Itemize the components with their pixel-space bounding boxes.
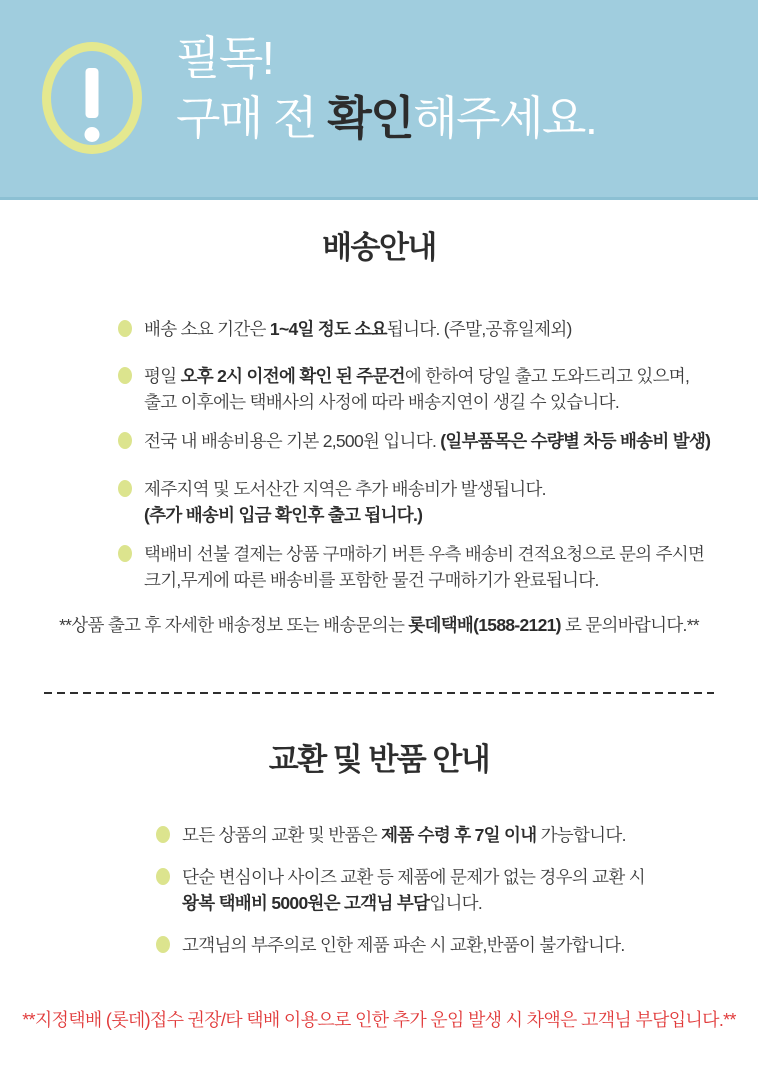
bullet-text: 모든 상품의 교환 및 반품은 제품 수령 후 7일 이내 가능합니다. [182, 825, 626, 845]
bullet-dot-icon [118, 545, 132, 562]
shipping-bullet-5 [118, 541, 704, 593]
shipping-section-title: 배송안내 [322, 230, 436, 265]
bullet-dot-icon [156, 936, 170, 953]
returns-bullet-2 [156, 864, 645, 916]
shipping-courier-note: **상품 출고 후 자세한 배송정보 또는 배송문의는 롯데택배(1588-2121) 로 문의바랍니다.** [59, 615, 699, 635]
notice-banner [0, 0, 758, 200]
bullet-dot-icon [118, 367, 132, 384]
bullet-text: 평일 오후 2시 이전에 확인 된 주문건에 한하여 당일 출고 도와드리고 있으며, 출고 이후에는 택배사의 사정에 따라 배송지연이 생길 수 있습니다. [144, 366, 690, 412]
bullet-text: 제주지역 및 도서산간 지역은 추가 배송비가 발생됩니다. (추가 배송비 입금 확인후 출고 됩니다.) [144, 479, 546, 525]
bullet-dot-icon [118, 432, 132, 449]
returns-bullet-1 [156, 822, 626, 848]
bullet-dot-icon [118, 480, 132, 497]
bullet-dot-icon [156, 868, 170, 885]
returns-section-title: 교환 및 반품 안내 [268, 742, 490, 777]
exclamation-icon [42, 42, 142, 154]
returns-bullet-3 [156, 932, 625, 958]
shipping-bullet-2 [118, 363, 689, 415]
exclamation-dot [85, 127, 100, 142]
bullet-text: 고객님의 부주의로 인한 제품 파손 시 교환,반품이 불가합니다. [182, 935, 625, 955]
bullet-text: 단순 변심이나 사이즈 교환 등 제품에 문제가 없는 경우의 교환 시 왕복 택배비 5000원은 고객님 부담입니다. [182, 867, 645, 913]
bullet-text: 택배비 선불 결제는 상품 구매하기 버튼 우측 배송비 견적요청으로 문의 주시면 크기,무게에 따른 배송비를 포함한 물건 구매하기가 완료됩니다. [144, 544, 705, 590]
banner-title: 필독! 구매 전 확인해주세요. [176, 32, 597, 144]
footer-warning: **지정택배 (롯데)접수 권장/타 택배 이용으로 인한 추가 운임 발생 시 차액은 고객님 부담입니다.** [22, 1010, 736, 1030]
section-divider [44, 692, 714, 694]
shipping-bullet-1 [118, 316, 572, 342]
shipping-bullet-4 [118, 476, 546, 528]
bullet-dot-icon [118, 320, 132, 337]
bullet-text: 배송 소요 기간은 1~4일 정도 소요됩니다. (주말,공휴일제외) [144, 319, 572, 339]
bullet-text: 전국 내 배송비용은 기본 2,500원 입니다. (일부품목은 수량별 차등 배송비 발생) [144, 431, 711, 451]
bullet-dot-icon [156, 826, 170, 843]
exclamation-bar [86, 68, 99, 118]
shipping-bullet-3 [118, 428, 710, 454]
